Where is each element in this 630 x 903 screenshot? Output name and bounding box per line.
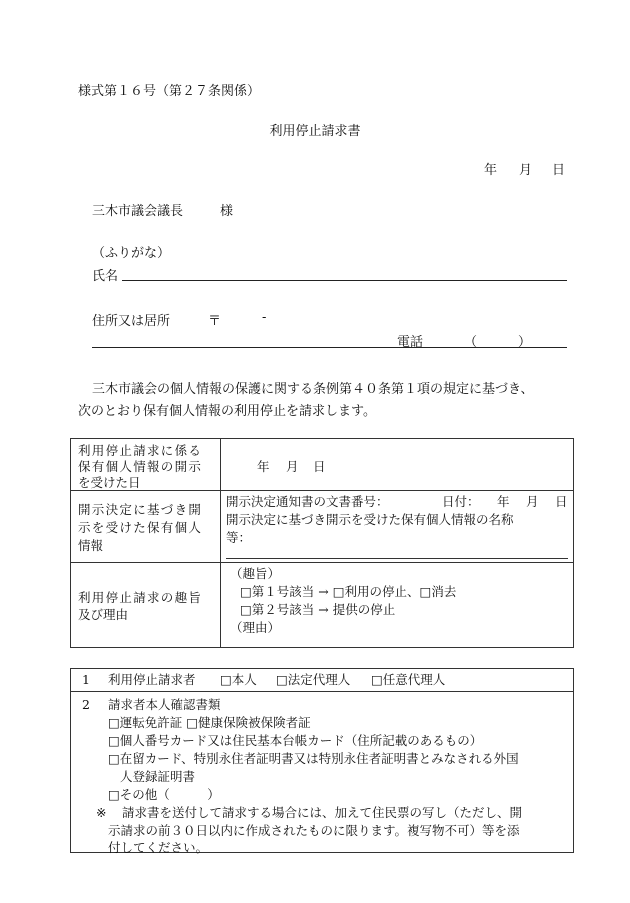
intro-line-2: 次のとおり保有個人情報の利用停止を請求します。 <box>78 404 376 419</box>
name-field-line[interactable] <box>122 280 567 281</box>
address-label: 住所又は居所 <box>92 314 171 329</box>
note-mark: ※ <box>96 805 107 820</box>
note-line-2: 示請求の前３０日以内に作成されたものに限ります。複写物不可）等を添 <box>108 823 520 838</box>
id-docs-heading: 請求者本人確認書類 <box>108 697 221 712</box>
row1-label-line2: 保有個人情報の開示 <box>78 459 203 474</box>
disclosure-date-month: 月 <box>286 459 299 474</box>
id-docs-number: 2 <box>82 697 90 712</box>
phone-close-paren: ） <box>518 335 532 350</box>
date-day: 日 <box>552 163 566 178</box>
postal-mark: 〒 <box>208 314 222 329</box>
addressee-name: 三木市議会議長 <box>92 204 184 219</box>
id-docs-line-2[interactable]: □個人番号カード又は住民基本台帳カード（住所記載のあるもの） <box>108 733 483 748</box>
reason-label: （理由） <box>230 620 281 635</box>
document-number-label: 開示決定通知書の文書番号： <box>226 494 389 509</box>
id-docs-line-other[interactable]: □その他（ ） <box>108 787 220 802</box>
row1-label-line3: を受けた日 <box>78 475 141 490</box>
note-line-1: 請求書を送付して請求する場合には、加えて住民票の写し（ただし、開 <box>122 805 523 820</box>
table1-row-divider-1 <box>70 490 574 491</box>
requester-option-legal-agent[interactable]: □法定代理人 <box>276 672 351 687</box>
table2-row-divider <box>70 691 574 692</box>
notice-date-label: 日付： <box>442 494 480 509</box>
row1-label-line1: 利用停止請求に係る <box>78 443 203 458</box>
table1-column-divider <box>220 438 221 648</box>
postal-dash: - <box>262 310 267 325</box>
disclosure-date-year: 年 <box>257 459 270 474</box>
row2-label-line3: 情報 <box>78 538 104 553</box>
furigana-label: （ふりがな） <box>92 246 171 261</box>
phone-label: 電話 <box>397 335 424 350</box>
intro-line-1: 三木市議会の個人情報の保護に関する条例第４０条第１項の規定に基づき、 <box>92 382 534 397</box>
date-year: 年 <box>484 163 498 178</box>
disclosure-date-day: 日 <box>313 459 326 474</box>
requester-number: 1 <box>82 672 90 687</box>
row2-label-line1: 開示決定に基づき開 <box>78 502 203 517</box>
purpose-label: （趣旨） <box>230 566 281 581</box>
row3-label-line2: 及び理由 <box>78 607 129 622</box>
info-name-field-line[interactable] <box>226 558 568 559</box>
id-docs-line-3[interactable]: □在留カード、特別永住者証明書又は特別永住者証明書とみなされる外国 <box>108 751 519 766</box>
page-title: 利用停止請求書 <box>269 124 361 139</box>
notice-date-year: 年 <box>497 494 510 509</box>
requester-option-self[interactable]: □本人 <box>220 672 257 687</box>
notice-date-day: 日 <box>555 494 568 509</box>
info-name-label-line2: 等： <box>226 530 252 545</box>
purpose-option-2[interactable]: □第２号該当 → 提供の停止 <box>240 602 396 617</box>
info-name-label-line1: 開示決定に基づき開示を受けた保有個人情報の名称 <box>226 512 514 527</box>
id-docs-line-3b: 人登録証明書 <box>120 769 196 784</box>
requester-option-voluntary-agent[interactable]: □任意代理人 <box>371 672 446 687</box>
id-docs-line-1[interactable]: □運転免許証 □健康保険被保険者証 <box>108 715 311 730</box>
addressee-honorific: 様 <box>220 204 234 219</box>
note-line-3: 付してください。 <box>108 840 209 855</box>
name-label: 氏名 <box>92 269 119 284</box>
notice-date-month: 月 <box>526 494 539 509</box>
form-number: 様式第１６号（第２７条関係） <box>78 84 261 99</box>
date-month: 月 <box>519 163 533 178</box>
requester-label: 利用停止請求者 <box>108 672 196 687</box>
phone-open-paren: （ <box>464 335 478 350</box>
row2-label-line2: 示を受けた保有個人 <box>78 520 203 535</box>
table1-row-divider-2 <box>70 562 574 563</box>
address-field-line[interactable] <box>92 347 567 348</box>
purpose-option-1[interactable]: □第１号該当 → □利用の停止、□消去 <box>240 584 457 599</box>
row3-label-line1: 利用停止請求の趣旨 <box>78 590 203 605</box>
